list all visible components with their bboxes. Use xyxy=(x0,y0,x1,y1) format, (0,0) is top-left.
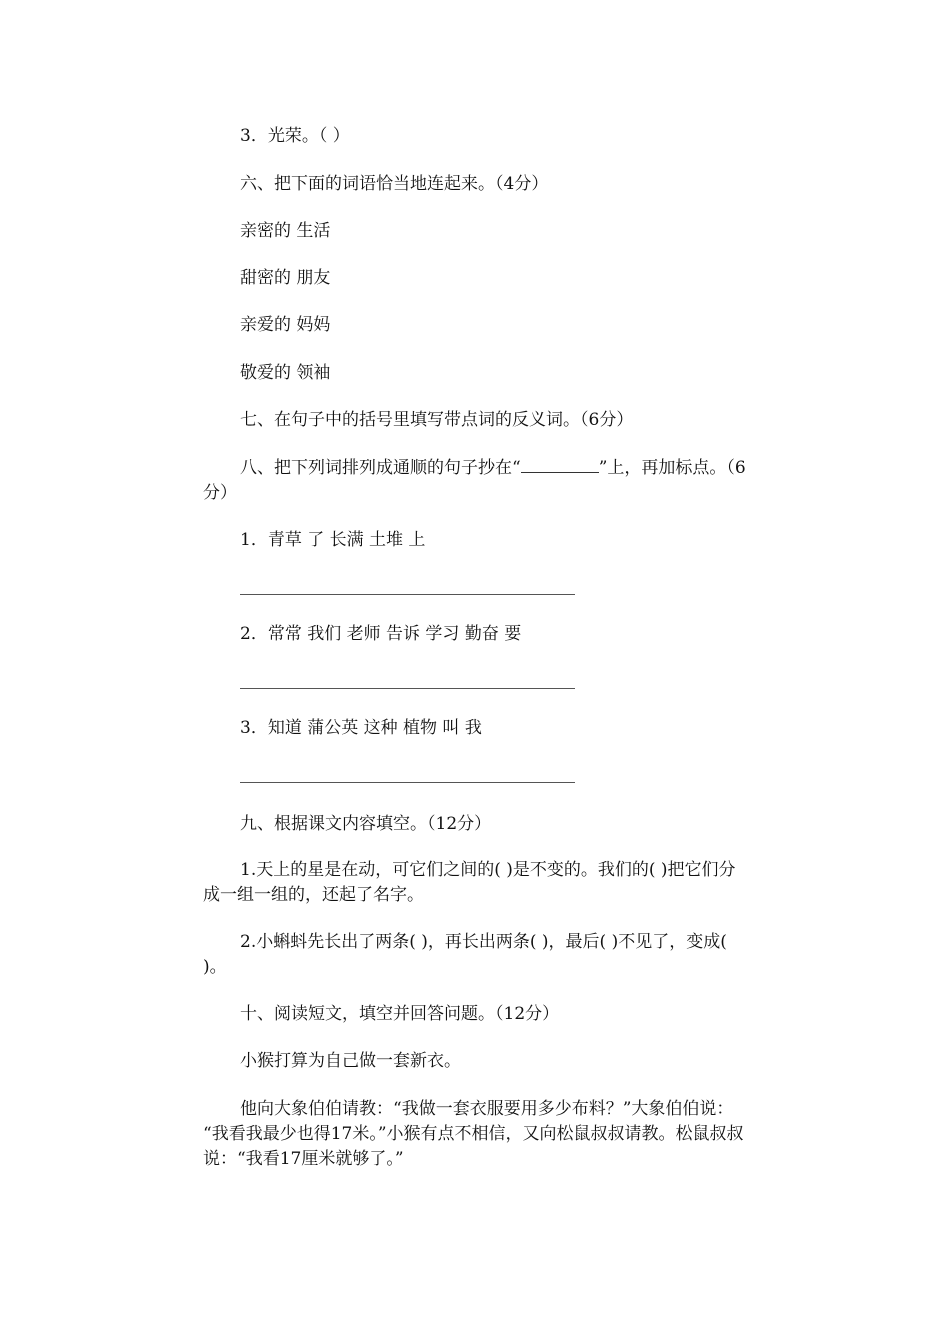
story-paragraph-2-line1: 他向大象伯伯请教：“我做一套衣服要用多少布料？”大象伯伯说： xyxy=(240,1099,734,1119)
story-paragraph-1: 小猴打算为自己做一套新衣。 xyxy=(240,1051,461,1071)
section-8-heading-part2: ”上，再加标点。（6 xyxy=(598,458,746,478)
sentence-question-3: 3．知道 蒲公英 这种 植物 叫 我 xyxy=(240,718,482,738)
answer-line-3[interactable] xyxy=(240,782,575,783)
answer-line-2[interactable] xyxy=(240,688,575,689)
story-paragraph-2-line3: 说：“我看17厘米就够了。” xyxy=(203,1149,404,1169)
word-pair-2: 甜密的 朋友 xyxy=(240,268,331,288)
fill-question-1-line1: 1.天上的星是在动，可它们之间的( )是不变的。我们的( )把它们分 xyxy=(240,860,736,880)
fill-question-2-line2: )。 xyxy=(203,957,227,977)
section-8-heading-part1: 八、把下列词排列成通顺的句子抄在“ xyxy=(240,458,521,478)
section-7-heading: 七、在句子中的括号里填写带点词的反义词。（6分） xyxy=(240,410,634,430)
section-10-heading: 十、阅读短文，填空并回答问题。（12分） xyxy=(240,1004,560,1024)
section-8-heading xyxy=(240,456,746,480)
section-6-heading: 六、把下面的词语恰当地连起来。（4分） xyxy=(240,174,549,194)
fill-question-2-line1: 2.小蝌蚪先长出了两条( )，再长出两条( )，最后( )不见了，变成( xyxy=(240,932,727,952)
sentence-question-1: 1．青草 了 长满 土堆 上 xyxy=(240,530,426,550)
section-8-heading-continued: 分） xyxy=(203,483,237,503)
word-pair-3: 亲爱的 妈妈 xyxy=(240,315,331,335)
sentence-question-2: 2．常常 我们 老师 告诉 学习 勤奋 要 xyxy=(240,624,522,644)
answer-blank xyxy=(521,456,599,473)
story-paragraph-2-line2: “我看我最少也得17米。”小猴有点不相信，又向松鼠叔叔请教。松鼠叔叔 xyxy=(203,1124,744,1144)
section-9-heading: 九、根据课文内容填空。（12分） xyxy=(240,814,492,834)
word-pair-1: 亲密的 生活 xyxy=(240,221,331,241)
word-pair-4: 敬爱的 领袖 xyxy=(240,363,331,383)
answer-line-1[interactable] xyxy=(240,594,575,595)
line-item-3-guangrong: 3．光荣。（ ） xyxy=(240,126,350,146)
fill-question-1-line2: 成一组一组的，还起了名字。 xyxy=(203,885,424,905)
